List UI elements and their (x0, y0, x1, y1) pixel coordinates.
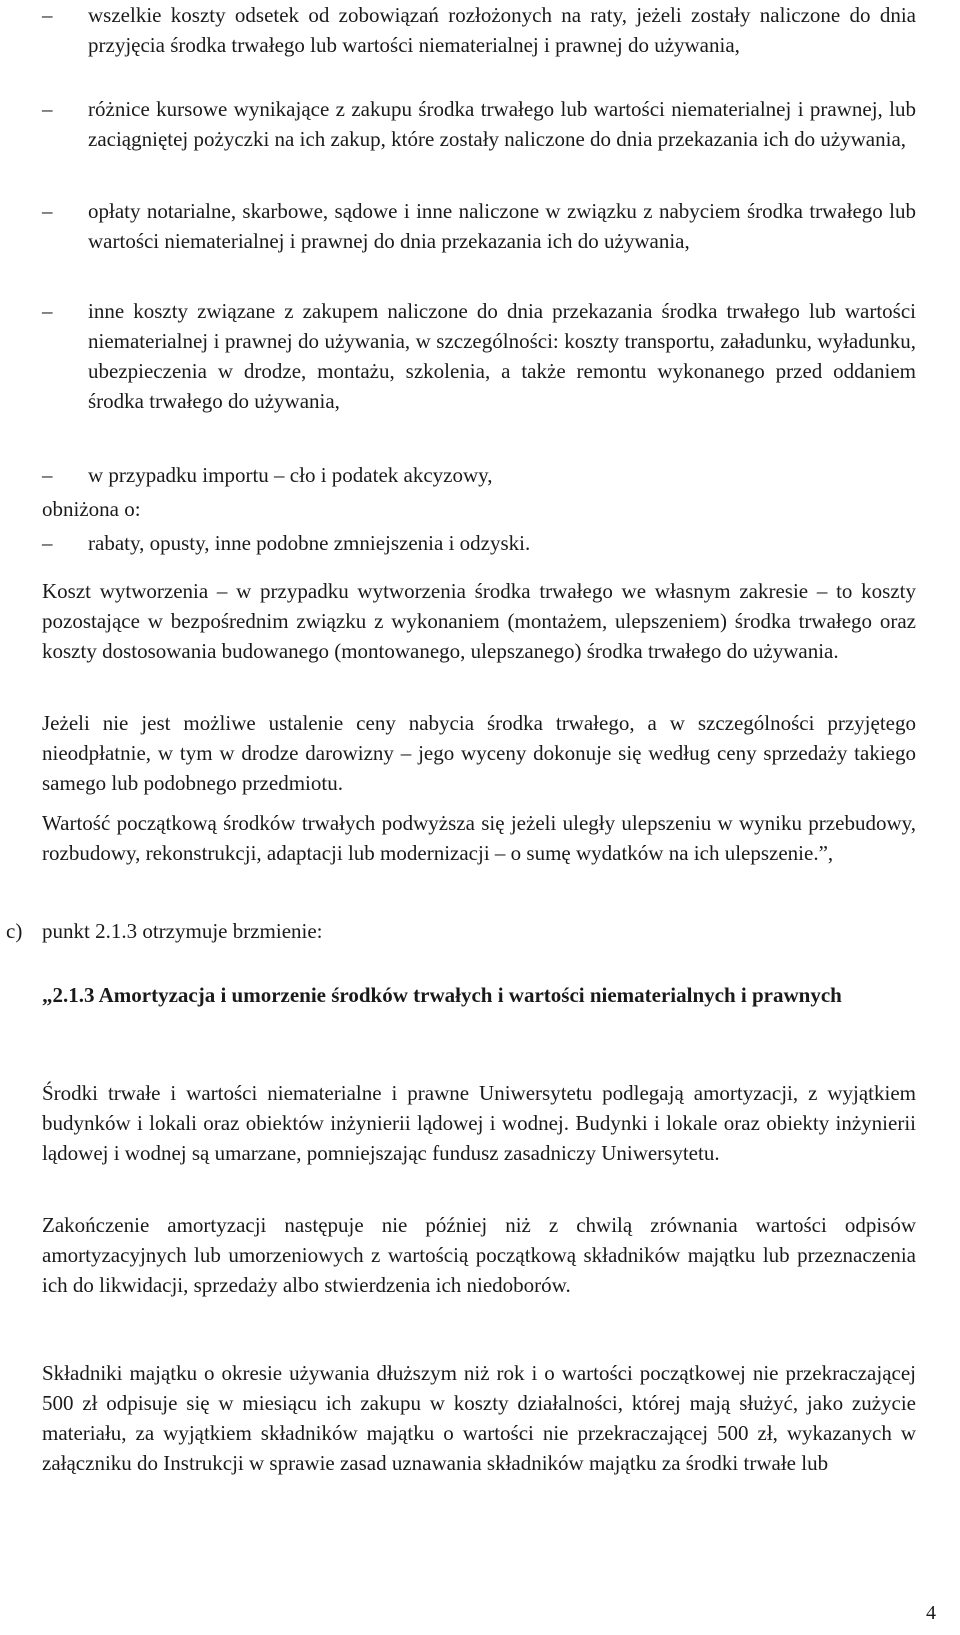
dash-marker: – (42, 97, 53, 121)
paragraph-wartosc-poczatkowa: Wartość początkową środków trwałych podwyższa się jeżeli uległy ulepszeniu w wyniku przebudowy, rozbudowy, rekonstrukcji, adaptacji lub modernizacji – o sumę wydatków na ich ulepszenie.”, (42, 811, 916, 865)
reduced-label: obniżona o: (42, 497, 141, 521)
paragraph-koszt-wytworzenia: Koszt wytworzenia – w przypadku wytworzenia środka trwałego we własnym zakresie – to koszty pozostające w bezpośrednim związku z wykonaniem (montażem, ulepszeniem) środka trwałego oraz koszty dostosowania budowanego (montowanego, ulepszanego) środka trwałego do używania. (42, 579, 916, 663)
dash-marker: – (42, 531, 53, 555)
paragraph-cena-nabycia: Jeżeli nie jest możliwe ustalenie ceny nabycia środka trwałego, a w szczególności przyjętego nieodpłatnie, w tym w drodze darowizny – jego wyceny dokonuje się według ceny sprzedaży takiego samego lub podobnego przedmiotu. (42, 711, 916, 795)
paragraph-skladniki-majatku: Składniki majątku o okresie używania dłuższym niż rok i o wartości początkowej nie przekraczającej 500 zł odpisuje się w miesiącu ich zakupu w koszty działalności, której mają służyć, jako zużycie materiału, za wyjątkiem składników majątku o wartości nie przekraczającej 500 zł, wykazanych w załączniku do Instrukcji w sprawie zasad uznawania składników majątku za środki trwałe lub (42, 1361, 916, 1475)
list-item-text: różnice kursowe wynikające z zakupu środka trwałego lub wartości niematerialnej i prawnej, lub zaciągniętej pożyczki na ich zakup, które zostały naliczone do dnia przekazania ich do używania, (88, 97, 916, 151)
list-item-text: w przypadku importu – cło i podatek akcyzowy, (88, 463, 493, 487)
item-c-text: punkt 2.1.3 otrzymuje brzmienie: (42, 919, 323, 943)
list-item-text: wszelkie koszty odsetek od zobowiązań rozłożonych na raty, jeżeli zostały naliczone do dnia przyjęcia środka trwałego lub wartości niematerialnej i prawnej do używania, (88, 3, 916, 57)
dash-marker: – (42, 463, 53, 487)
dash-marker: – (42, 299, 53, 323)
dash-marker: – (42, 3, 53, 27)
list-item-text: rabaty, opusty, inne podobne zmniejszenia i odzyski. (88, 531, 531, 555)
list-item-text: inne koszty związane z zakupem naliczone do dnia przekazania środka trwałego lub wartości niematerialnej i prawnej do używania, w szczególności: koszty transportu, załadunku, wyładunku, ubezpieczenia w drodze, montażu, szkolenia, a także remontu wykonanego przed oddaniem środka trwałego do używania, (88, 299, 916, 413)
list-item-text: opłaty notarialne, skarbowe, sądowe i inne naliczone w związku z nabyciem środka trwałego lub wartości niematerialnej i prawnej do dnia przekazania ich do używania, (88, 199, 916, 253)
page-number: 4 (926, 1602, 936, 1624)
dash-marker: – (42, 199, 53, 223)
paragraph-zakonczenie-amortyzacji: Zakończenie amortyzacji następuje nie później niż z chwilą zrównania wartości odpisów amortyzacyjnych lub umorzeniowych z wartością początkową składników majątku lub przeznaczenia ich do likwidacji, sprzedaży albo stwierdzenia ich niedoborów. (42, 1213, 916, 1297)
list-label-c: c) (6, 919, 23, 943)
paragraph-srodki-trwale: Środki trwałe i wartości niematerialne i prawne Uniwersytetu podlegają amortyzacji, z wyjątkiem budynków i lokali oraz obiektów inżynierii lądowej i wodnej. Budynki i lokale oraz obiekty inżynierii lądowej i wodnej są umarzane, pomniejszając fundusz zasadniczy Uniwersytetu. (42, 1081, 916, 1165)
section-heading: „2.1.3 Amortyzacja i umorzenie środków trwałych i wartości niematerialnych i prawnych (42, 983, 842, 1007)
